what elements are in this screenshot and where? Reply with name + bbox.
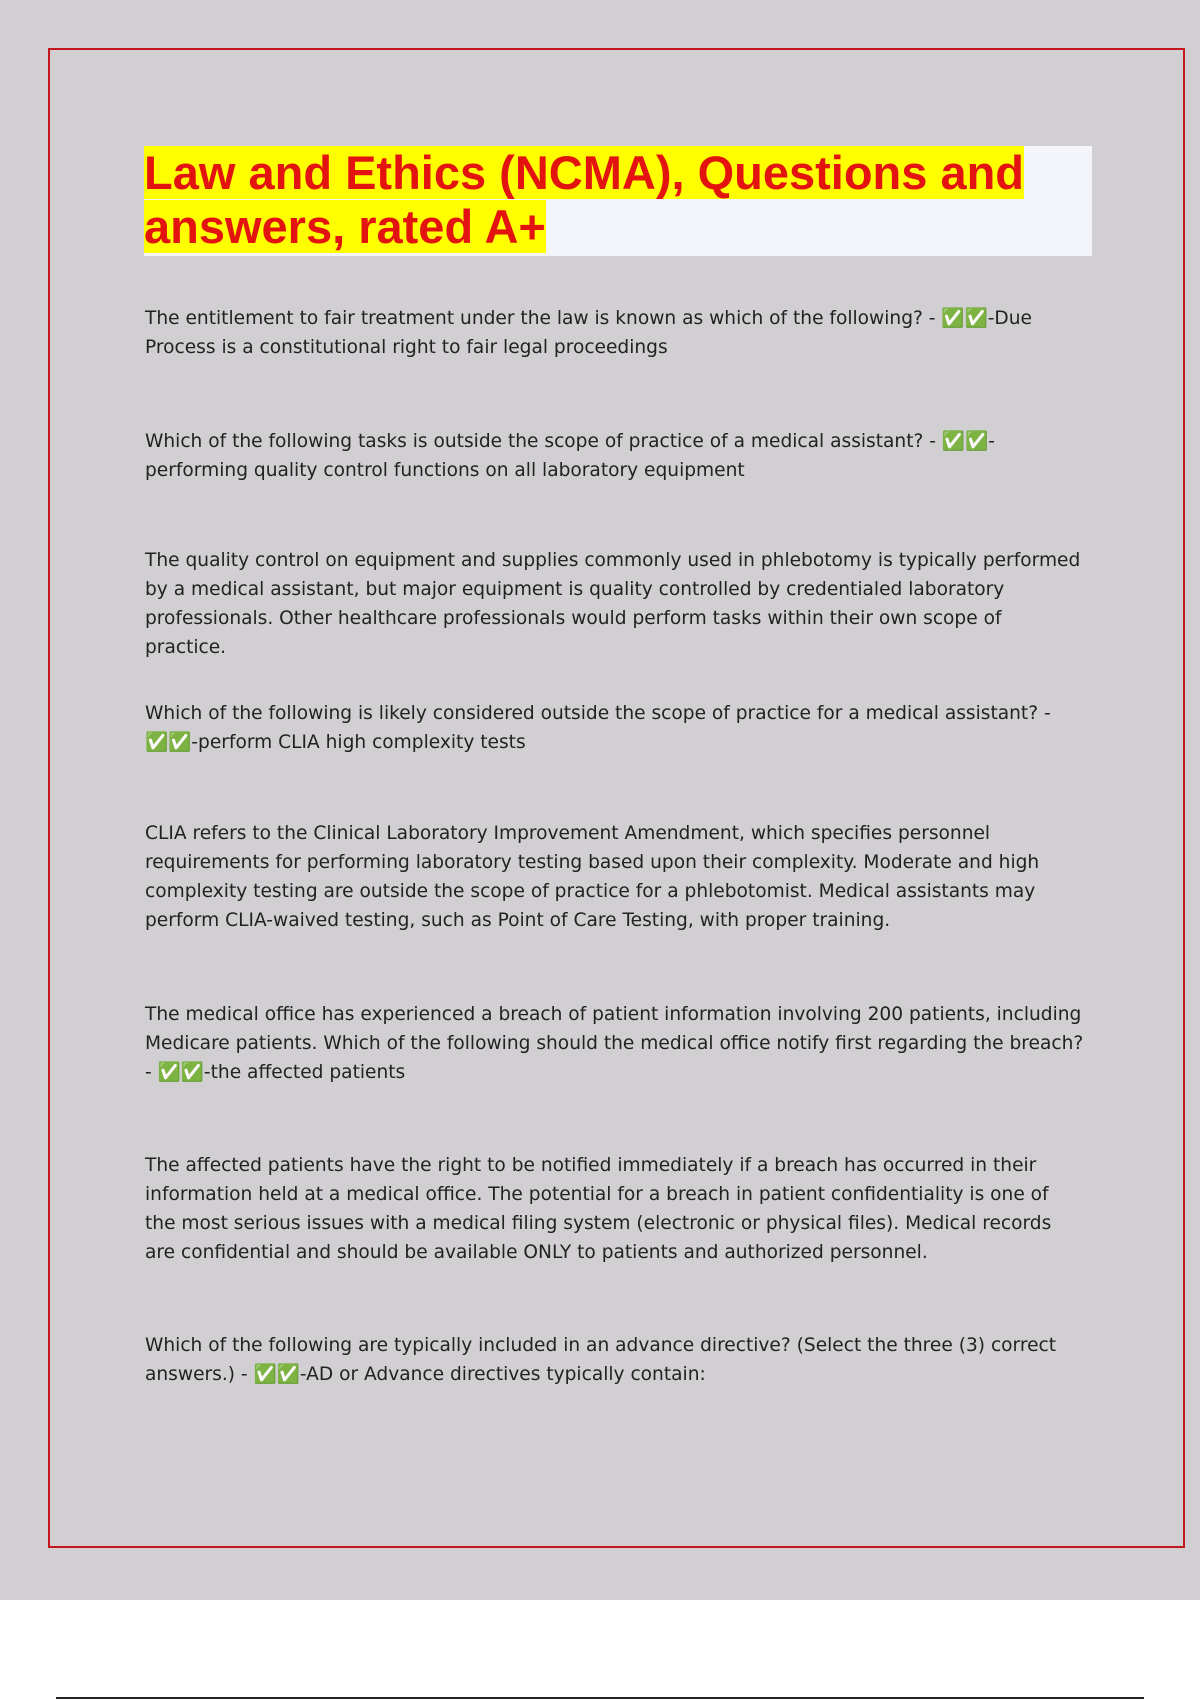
- page-border-frame: [48, 48, 1185, 1548]
- bottom-divider-line: [56, 1697, 1144, 1699]
- qa-paragraph-advance-directive: Which of the following are typically included in an advance directive? (Select the three (3) correct answers.) - ✅✅-AD or Advance directives typically contain:: [145, 1335, 1057, 1385]
- document-title: [144, 146, 1074, 254]
- qa-paragraph-clia-high-complexity: Which of the following is likely considered outside the scope of practice for a medical assistant? - ✅✅-perform CLIA high complexity tests: [145, 703, 1051, 753]
- qa-paragraph-breach-notification: The medical office has experienced a breach of patient information involving 200 patients, including Medicare patients. Which of the following should the medical office notify first regarding the breach? - ✅✅-the affected patients: [145, 1004, 1084, 1083]
- explanation-paragraph-clia: CLIA refers to the Clinical Laboratory Improvement Amendment, which specifies personnel requirements for performing laboratory testing based upon their complexity. Moderate and high complexity testing are outside the scope of practice for a phlebotomist. Medical assistants may perform CLIA-waived testing, such as Point of Care Testing, with proper training.: [145, 823, 1040, 931]
- title-highlight: Law and Ethics (NCMA), Questions and answers, rated A+: [144, 146, 1025, 253]
- qa-paragraph-due-process: The entitlement to fair treatment under the law is known as which of the following? - ✅✅-Due Process is a constitutional right to fair legal proceedings: [145, 308, 1032, 358]
- title-block: [144, 146, 1092, 256]
- explanation-paragraph-breach: The affected patients have the right to be notified immediately if a breach has occurred in their information held at a medical office. The potential for a breach in patient confidentiality is one of the most serious issues with a medical filing system (electronic or physical files). Medical records are confidential and should be available ONLY to patients and authorized personnel.: [145, 1155, 1052, 1263]
- qa-paragraph-scope-quality-control: Which of the following tasks is outside the scope of practice of a medical assistant? - ✅✅-performing quality control functions on all laboratory equipment: [145, 431, 995, 481]
- explanation-paragraph-quality-control: The quality control on equipment and supplies commonly used in phlebotomy is typically performed by a medical assistant, but major equipment is quality controlled by credentialed laboratory professionals. Other healthcare professionals would perform tasks within their own scope of practice.: [145, 550, 1081, 658]
